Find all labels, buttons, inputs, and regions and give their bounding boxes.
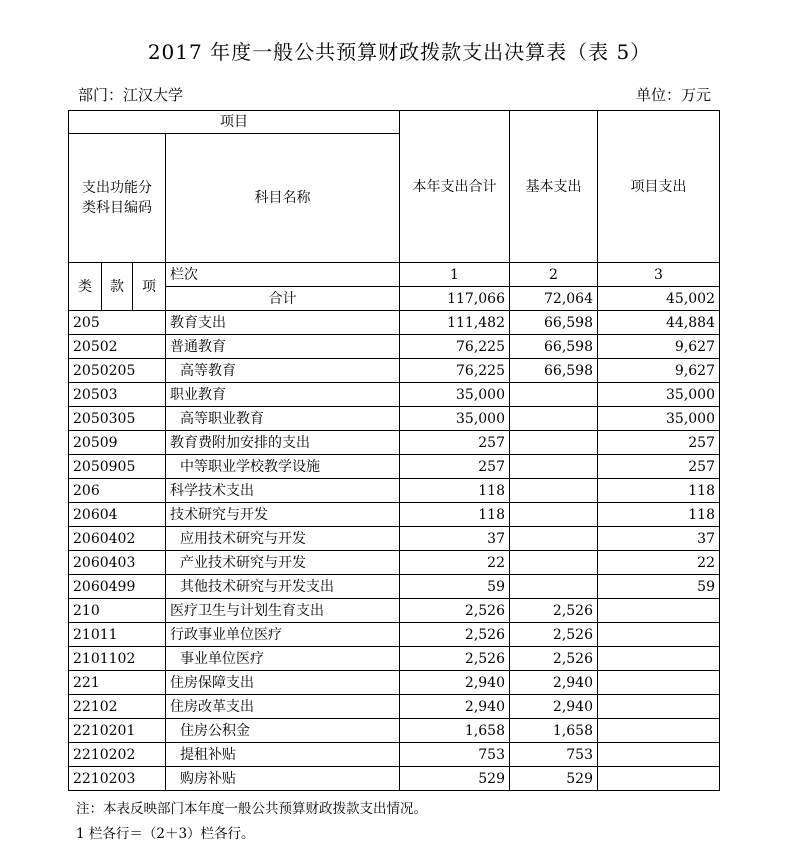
header-row-top bbox=[69, 111, 720, 134]
row-code: 2060402 bbox=[69, 527, 166, 551]
table-row bbox=[69, 623, 720, 647]
sum-row bbox=[69, 287, 720, 311]
table-row bbox=[69, 767, 720, 791]
row-project bbox=[598, 599, 720, 623]
row-project: 59 bbox=[598, 575, 720, 599]
row-code: 20509 bbox=[69, 431, 166, 455]
row-total: 2,526 bbox=[400, 647, 510, 671]
row-total: 37 bbox=[400, 527, 510, 551]
row-total: 76,225 bbox=[400, 359, 510, 383]
row-total: 529 bbox=[400, 767, 510, 791]
row-code: 221 bbox=[69, 671, 166, 695]
row-total: 118 bbox=[400, 503, 510, 527]
header-col3: 3 bbox=[598, 263, 720, 287]
header-item: 项目 bbox=[69, 111, 400, 134]
row-name: 住房保障支出 bbox=[166, 671, 400, 695]
table-row bbox=[69, 527, 720, 551]
row-name: 产业技术研究与开发 bbox=[166, 551, 400, 575]
row-name: 应用技术研究与开发 bbox=[166, 527, 400, 551]
row-name: 住房公积金 bbox=[166, 719, 400, 743]
page-title: 2017 年度一般公共预算财政拨款支出决算表（表 5） bbox=[147, 40, 652, 64]
row-basic: 2,940 bbox=[510, 695, 598, 719]
row-code: 210 bbox=[69, 599, 166, 623]
table-row bbox=[69, 647, 720, 671]
row-total: 257 bbox=[400, 431, 510, 455]
table-row bbox=[69, 455, 720, 479]
row-total: 2,526 bbox=[400, 623, 510, 647]
table-row bbox=[69, 383, 720, 407]
header-col2: 2 bbox=[510, 263, 598, 287]
row-name: 事业单位医疗 bbox=[166, 647, 400, 671]
row-name: 高等职业教育 bbox=[166, 407, 400, 431]
row-basic: 2,526 bbox=[510, 647, 598, 671]
row-total: 1,658 bbox=[400, 719, 510, 743]
row-name: 科学技术支出 bbox=[166, 479, 400, 503]
row-code: 2210203 bbox=[69, 767, 166, 791]
row-project bbox=[598, 647, 720, 671]
header-code-group: 支出功能分类科目编码 bbox=[69, 134, 166, 263]
department-label: 部门：江汉大学 bbox=[78, 86, 184, 104]
row-total: 35,000 bbox=[400, 407, 510, 431]
row-total: 2,940 bbox=[400, 695, 510, 719]
row-name: 购房补贴 bbox=[166, 767, 400, 791]
table-row bbox=[69, 431, 720, 455]
header-row-index bbox=[69, 263, 720, 287]
table-row bbox=[69, 335, 720, 359]
row-basic bbox=[510, 431, 598, 455]
row-code: 2060499 bbox=[69, 575, 166, 599]
table-row bbox=[69, 695, 720, 719]
row-project: 22 bbox=[598, 551, 720, 575]
header-col1: 1 bbox=[400, 263, 510, 287]
row-project: 257 bbox=[598, 455, 720, 479]
row-basic: 753 bbox=[510, 743, 598, 767]
row-total: 111,482 bbox=[400, 311, 510, 335]
row-name: 技术研究与开发 bbox=[166, 503, 400, 527]
row-basic bbox=[510, 575, 598, 599]
table-row bbox=[69, 359, 720, 383]
row-basic bbox=[510, 407, 598, 431]
expenditure-table bbox=[68, 110, 720, 791]
sum-label: 合计 bbox=[166, 287, 400, 311]
row-code: 2050905 bbox=[69, 455, 166, 479]
header-basic: 基本支出 bbox=[510, 111, 598, 263]
table-row bbox=[69, 575, 720, 599]
table-row bbox=[69, 551, 720, 575]
footnote-2: 1 栏各行＝（2＋3）栏各行。 bbox=[76, 826, 255, 842]
row-total: 59 bbox=[400, 575, 510, 599]
row-project: 44,884 bbox=[598, 311, 720, 335]
header-project: 项目支出 bbox=[598, 111, 720, 263]
row-project: 9,627 bbox=[598, 359, 720, 383]
row-basic: 66,598 bbox=[510, 359, 598, 383]
row-code: 2050205 bbox=[69, 359, 166, 383]
row-name: 医疗卫生与计划生育支出 bbox=[166, 599, 400, 623]
row-name: 高等教育 bbox=[166, 359, 400, 383]
row-name: 教育费附加安排的支出 bbox=[166, 431, 400, 455]
table-row bbox=[69, 671, 720, 695]
row-name: 其他技术研究与开发支出 bbox=[166, 575, 400, 599]
row-code: 2210202 bbox=[69, 743, 166, 767]
row-basic bbox=[510, 503, 598, 527]
row-basic: 2,526 bbox=[510, 623, 598, 647]
row-project: 35,000 bbox=[598, 383, 720, 407]
row-name: 提租补贴 bbox=[166, 743, 400, 767]
row-code: 2050305 bbox=[69, 407, 166, 431]
row-code: 20503 bbox=[69, 383, 166, 407]
row-project bbox=[598, 623, 720, 647]
row-project bbox=[598, 671, 720, 695]
row-total: 35,000 bbox=[400, 383, 510, 407]
row-code: 205 bbox=[69, 311, 166, 335]
row-basic: 2,526 bbox=[510, 599, 598, 623]
table-row bbox=[69, 599, 720, 623]
row-total: 118 bbox=[400, 479, 510, 503]
row-total: 76,225 bbox=[400, 335, 510, 359]
row-project bbox=[598, 767, 720, 791]
table-row bbox=[69, 407, 720, 431]
table-row bbox=[69, 479, 720, 503]
row-name: 住房改革支出 bbox=[166, 695, 400, 719]
row-project: 118 bbox=[598, 503, 720, 527]
row-basic: 66,598 bbox=[510, 311, 598, 335]
row-name: 职业教育 bbox=[166, 383, 400, 407]
row-name: 教育支出 bbox=[166, 311, 400, 335]
row-code: 20502 bbox=[69, 335, 166, 359]
row-code: 2101102 bbox=[69, 647, 166, 671]
table-row bbox=[69, 719, 720, 743]
row-code: 22102 bbox=[69, 695, 166, 719]
sum-total: 117,066 bbox=[400, 287, 510, 311]
row-basic bbox=[510, 479, 598, 503]
header-name: 科目名称 bbox=[166, 134, 400, 263]
row-basic: 1,658 bbox=[510, 719, 598, 743]
header-lei: 类 bbox=[69, 263, 102, 311]
row-name: 行政事业单位医疗 bbox=[166, 623, 400, 647]
header-kuan: 款 bbox=[102, 263, 133, 311]
row-basic bbox=[510, 383, 598, 407]
row-basic: 2,940 bbox=[510, 671, 598, 695]
row-project: 118 bbox=[598, 479, 720, 503]
unit-label: 单位：万元 bbox=[635, 86, 711, 104]
row-project bbox=[598, 719, 720, 743]
row-total: 2,526 bbox=[400, 599, 510, 623]
row-code: 2210201 bbox=[69, 719, 166, 743]
row-project bbox=[598, 743, 720, 767]
row-code: 206 bbox=[69, 479, 166, 503]
row-code: 21011 bbox=[69, 623, 166, 647]
row-name: 普通教育 bbox=[166, 335, 400, 359]
header-total: 本年支出合计 bbox=[400, 111, 510, 263]
footnote-1: 注：本表反映部门本年度一般公共预算财政拨款支出情况。 bbox=[76, 801, 427, 817]
row-basic bbox=[510, 527, 598, 551]
row-basic: 529 bbox=[510, 767, 598, 791]
row-total: 22 bbox=[400, 551, 510, 575]
row-basic bbox=[510, 551, 598, 575]
header-xiang: 项 bbox=[133, 263, 166, 311]
row-code: 2060403 bbox=[69, 551, 166, 575]
row-name: 中等职业学校教学设施 bbox=[166, 455, 400, 479]
table-row bbox=[69, 743, 720, 767]
table-row bbox=[69, 503, 720, 527]
row-project: 9,627 bbox=[598, 335, 720, 359]
row-total: 257 bbox=[400, 455, 510, 479]
row-total: 2,940 bbox=[400, 671, 510, 695]
row-basic: 66,598 bbox=[510, 335, 598, 359]
row-total: 753 bbox=[400, 743, 510, 767]
table-row bbox=[69, 311, 720, 335]
row-project bbox=[598, 695, 720, 719]
row-code: 20604 bbox=[69, 503, 166, 527]
row-project: 257 bbox=[598, 431, 720, 455]
sum-project: 45,002 bbox=[598, 287, 720, 311]
header-column-index: 栏次 bbox=[166, 263, 400, 287]
row-basic bbox=[510, 455, 598, 479]
sum-basic: 72,064 bbox=[510, 287, 598, 311]
row-project: 37 bbox=[598, 527, 720, 551]
row-project: 35,000 bbox=[598, 407, 720, 431]
